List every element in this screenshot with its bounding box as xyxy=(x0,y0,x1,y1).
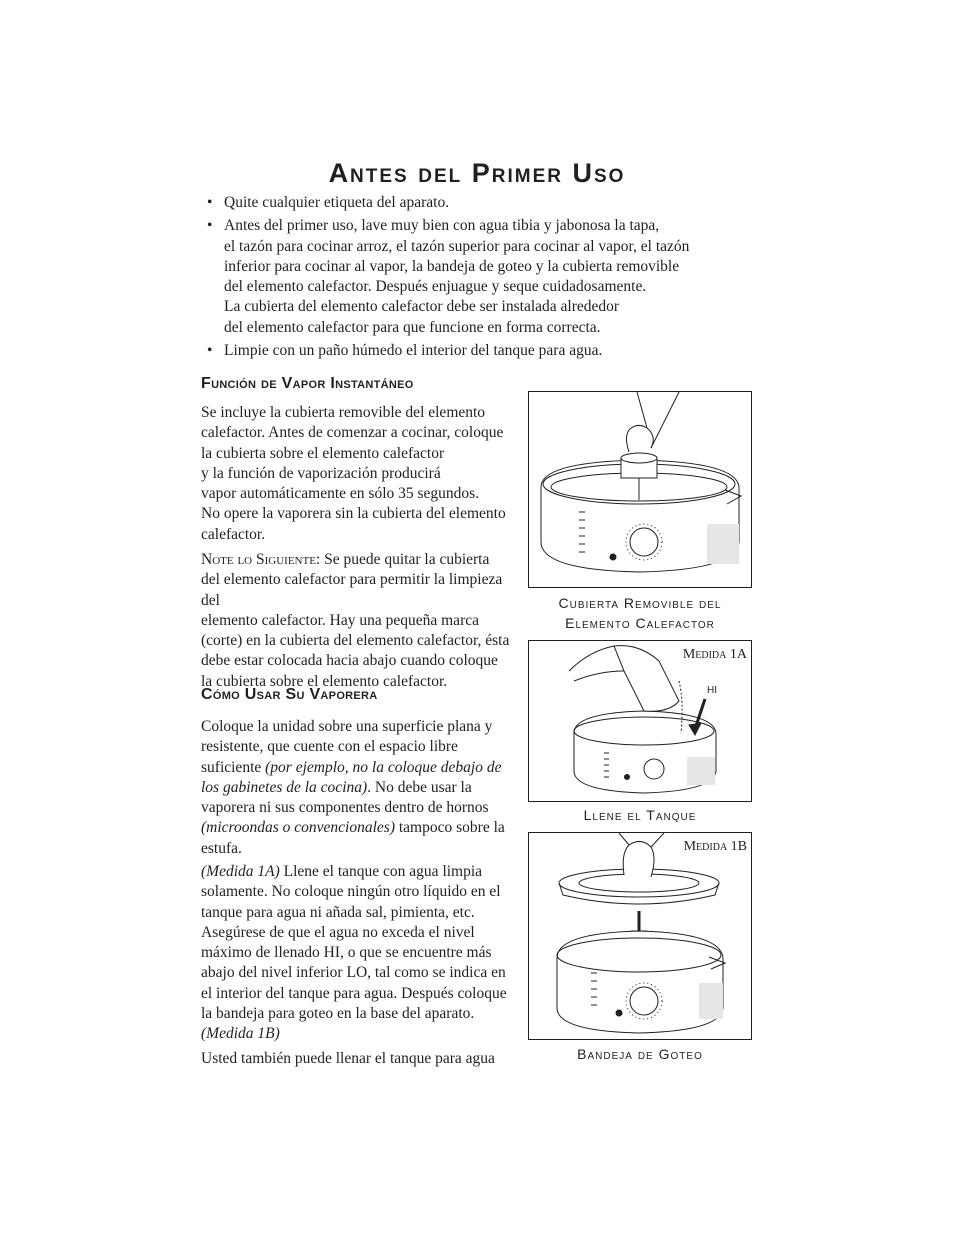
section-heading-how-to-use: Cómo Usar Su Vaporera xyxy=(201,686,378,703)
preparation-list xyxy=(202,193,762,364)
text-run: Coloque la unidad sobre una superficie plana y resistente, que cuente con el espacio libre suficiente xyxy=(201,718,493,776)
note-label: Note lo Siguiente: xyxy=(201,551,321,568)
hi-level-label: HI xyxy=(707,685,717,696)
note-paragraph xyxy=(201,550,523,692)
text-run: Llene el tanque con agua limpia solamente. No coloque ningún otro líquido en el tanque para agua ni añada sal, pimienta, etc. Asegúrese de que el agua no exceda el nivel máximo de llenado HI, o que se encuentre más abajo del nivel inferior LO, tal como se indica en el interior del tanque para agua. Después coloque la bandeja para goteo en la base del aparato. xyxy=(201,863,507,1023)
also-fill-paragraph: Usted también puede llenar el tanque para agua xyxy=(201,1050,495,1067)
text-run: . No debe usar la vaporera ni sus componentes dentro de hornos xyxy=(201,778,489,817)
fill-paragraph xyxy=(201,862,523,1045)
figure-drip-tray xyxy=(528,832,752,1040)
bullet-icon: • xyxy=(207,217,213,235)
figure-caption-fill-tank: Llene el Tanque xyxy=(583,807,697,823)
list-item-text: Antes del primer uso, lave muy bien con agua tibia y jabonosa la tapa, el tazón para cocinar arroz, el tazón superior para cocinar al vapor, el tazón inferior para cocinar al vapor, la bandeja de goteo y la cubierta removible del elemento calefactor. Después enjuague y seque cuidadosamente. La cubierta del elemento calefactor debe ser instalada alrededor del elemento calefactor para que funcione en forma correcta. xyxy=(224,217,690,336)
section-heading-instant-steam: Función de Vapor Instantáneo xyxy=(201,375,414,392)
list-item-text: Quite cualquier etiqueta del aparato. xyxy=(224,194,450,211)
list-item-text: Limpie con un paño húmedo el interior del tanque para agua. xyxy=(224,342,603,360)
figure-label-1b: Medida 1B xyxy=(683,839,747,854)
figure-label-1a: Medida 1A xyxy=(682,647,747,662)
placement-paragraph xyxy=(201,717,523,859)
steamer-cover-illustration xyxy=(529,392,751,587)
figure-heating-cover xyxy=(528,391,752,588)
bullet-icon: • xyxy=(207,194,213,211)
note-text: Se puede quitar la cubierta del elemento calefactor para permitir la limpieza del elemento calefactor. Hay una pequeña marca (corte) en la cubierta del elemento calefactor, ésta debe estar colocada hacia abajo cuando coloque la cubierta sobre el elemento calefactor. xyxy=(201,551,510,690)
instant-steam-paragraph: Se incluye la cubierta removible del elemento calefactor. Antes de comenzar a cocinar, coloque la cubierta sobre el elemento calefactor y la función de vaporización producirá vapor automáticamente en sólo 35 segundos. No opere la vaporera sin la cubierta del elemento calefactor. xyxy=(201,404,506,543)
text-run: tampoco sobre la estufa. xyxy=(201,819,505,857)
list-item xyxy=(202,216,762,338)
italic-run: (Medida 1A) xyxy=(201,863,280,880)
list-item xyxy=(202,341,762,361)
page-title: Antes del Primer Uso xyxy=(328,158,626,188)
fill-tank-illustration xyxy=(529,641,751,801)
figure-caption-heating-cover: Cubierta Removible del Elemento Calefactor xyxy=(558,595,722,631)
bullet-icon: • xyxy=(207,342,213,360)
list-item xyxy=(202,193,762,213)
italic-run: (por ejemplo, no la coloque debajo de los gabinetes de la cocina) xyxy=(201,758,502,796)
italic-run: (microondas o convencionales) xyxy=(201,819,395,837)
italic-run: (Medida 1B) xyxy=(201,1025,280,1043)
figure-caption-drip-tray: Bandeja de Goteo xyxy=(577,1046,703,1062)
drip-tray-illustration xyxy=(529,833,751,1039)
figure-fill-tank xyxy=(528,640,752,802)
